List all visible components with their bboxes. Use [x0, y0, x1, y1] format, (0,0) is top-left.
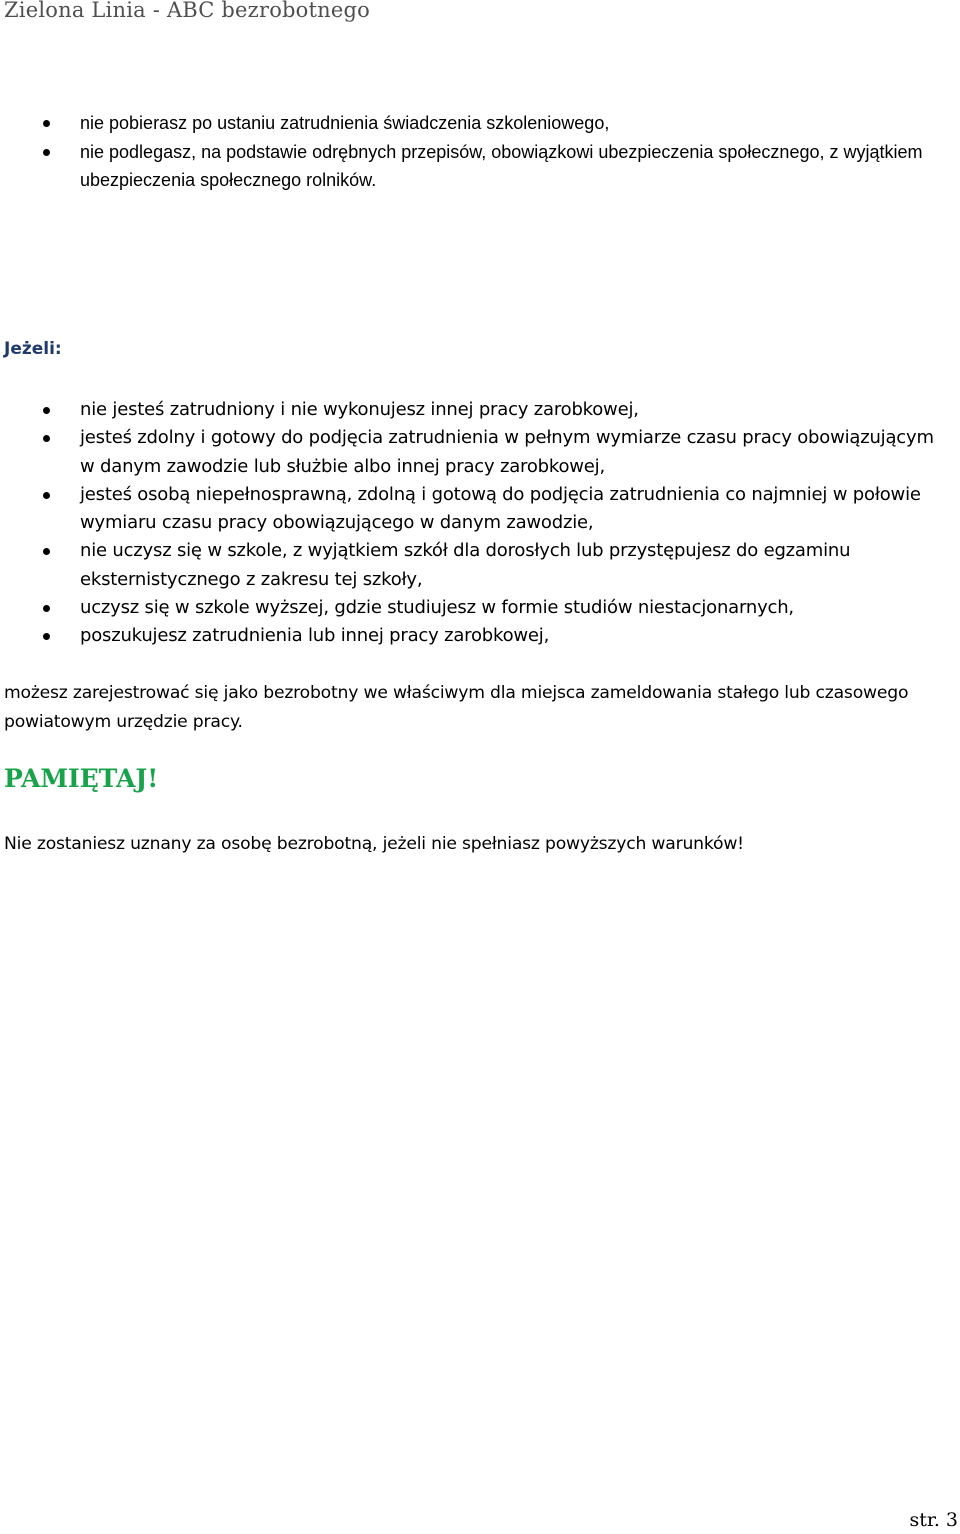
- bullet-icon: [43, 548, 50, 555]
- list-item-text: poszukujesz zatrudnienia lub innej pracy zarobkowej,: [80, 625, 550, 647]
- list-item: [0, 109, 960, 138]
- reminder-heading: PAMIĘTAJ!: [4, 764, 159, 793]
- list-item-text: nie podlegasz, na podstawie odrębnych przepisów, obowiązkowi ubezpieczenia społecznego, z wyjątkiem ubezpieczenia społecznego rolników.: [80, 141, 923, 190]
- list-item-text: jesteś zdolny i gotowy do podjęcia zatrudnienia w pełnym wymiarze czasu pracy obowiązującym w danym zawodzie lub służbie albo innej pracy zarobkowej,: [80, 427, 934, 477]
- list-item: [0, 537, 960, 594]
- conditions-bullet-list: [0, 396, 960, 651]
- document-header-title: Zielona Linia - ABC bezrobotnego: [4, 0, 370, 22]
- reminder-paragraph: Nie zostaniesz uznany za osobę bezrobotną, jeżeli nie spełniasz powyższych warunków!: [4, 834, 744, 854]
- list-item: [0, 138, 960, 195]
- list-item: [0, 594, 960, 622]
- list-item: [0, 622, 960, 650]
- top-bullet-list: [0, 109, 960, 195]
- list-item: [0, 424, 960, 481]
- list-item: [0, 396, 960, 424]
- list-item-text: nie jesteś zatrudniony i nie wykonujesz innej pracy zarobkowej,: [80, 399, 639, 420]
- list-item-text: jesteś osobą niepełnosprawną, zdolną i gotową do podjęcia zatrudnienia co najmniej w połowie wymiaru czasu pracy obowiązującego w danym zawodzie,: [80, 483, 921, 534]
- bullet-icon: [43, 435, 50, 442]
- page-number: str. 3: [909, 1509, 958, 1531]
- conclusion-paragraph: możesz zarejestrować się jako bezrobotny we właściwym dla miejsca zameldowania stałego lub czasowego powiatowym urzędzie pracy.: [4, 683, 909, 732]
- bullet-icon: [43, 492, 50, 499]
- bullet-icon: [43, 120, 50, 127]
- conditions-label: Jeżeli:: [4, 339, 62, 359]
- list-item-text: nie pobierasz po ustaniu zatrudnienia świadczenia szkoleniowego,: [80, 113, 610, 133]
- bullet-icon: [43, 633, 50, 640]
- list-item-text: nie uczysz się w szkole, z wyjątkiem szkół dla dorosłych lub przystępujesz do egzaminu eksternistycznego z zakresu tej szkoły,: [80, 540, 851, 590]
- list-item-text: uczysz się w szkole wyższej, gdzie studiujesz w formie studiów niestacjonarnych,: [80, 597, 794, 619]
- bullet-icon: [43, 149, 50, 156]
- bullet-icon: [43, 407, 50, 414]
- bullet-icon: [43, 605, 50, 612]
- list-item: [0, 481, 960, 538]
